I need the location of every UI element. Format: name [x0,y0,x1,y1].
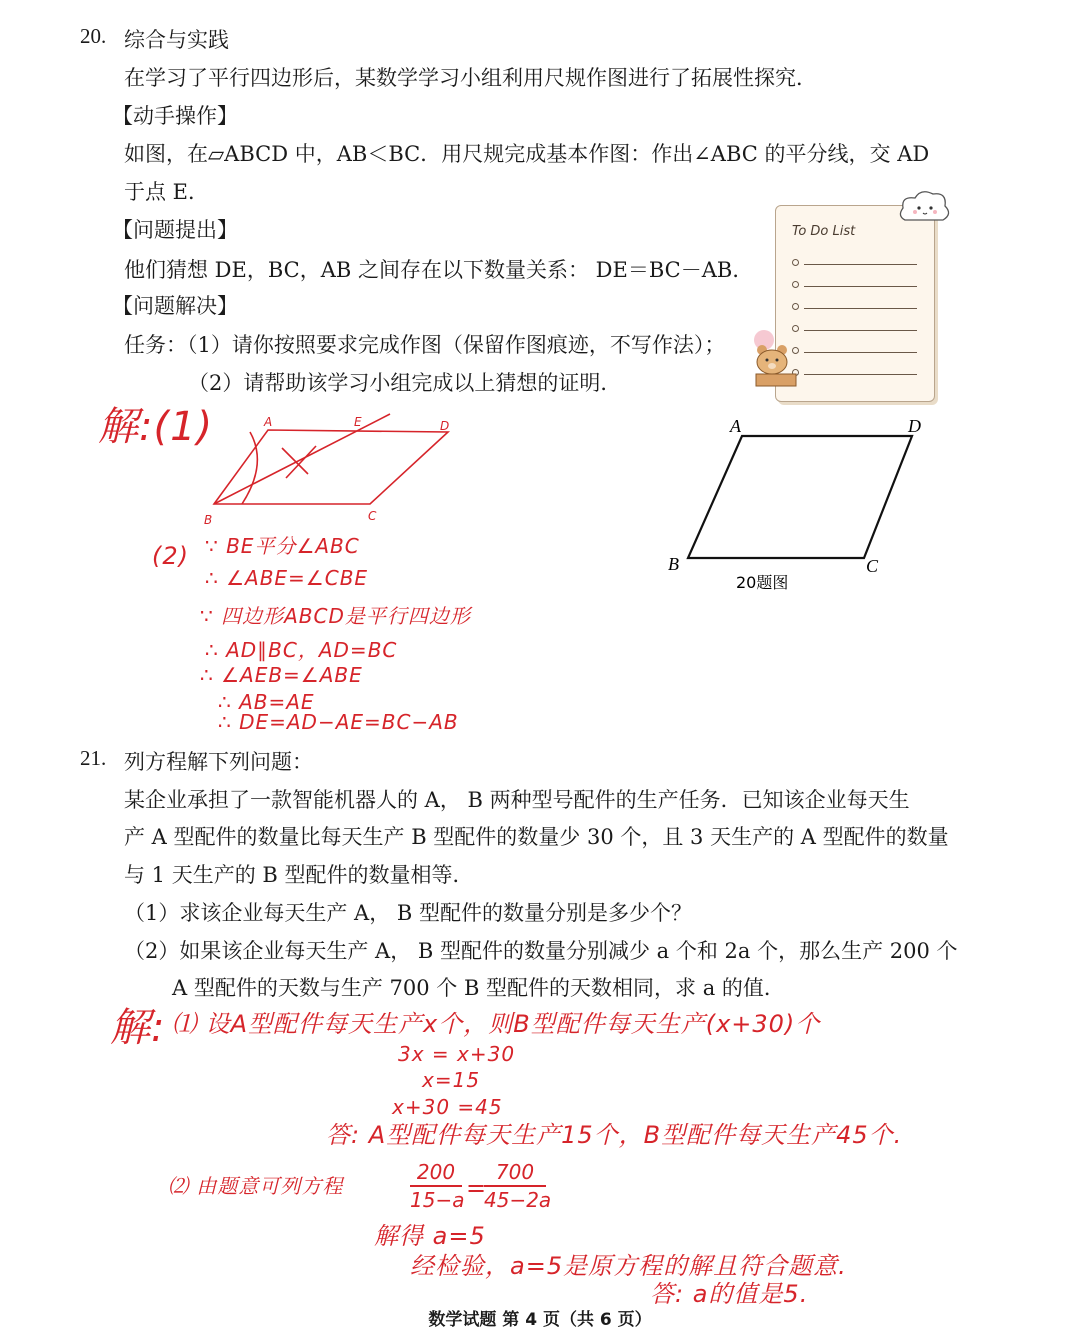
hw-q21-eq1: 3x = x+30 [398,1042,516,1066]
todo-row [792,366,917,378]
q21-question2-line2: A 型配件的天数与生产 700 个 B 型配件的天数相同，求 a 的值． [172,976,785,1000]
hw-fraction-right [484,1160,552,1212]
q21-question2-line1: （2）如果该企业每天生产 A， B 型配件的数量分别减少 a 个和 2a 个，那么生产 200 个 [124,939,958,963]
hw-sketch-mark [286,446,316,478]
hw-proof-step: ∵ BE平分∠ABC [205,534,360,558]
hw-q21-part2-label: ⑵ 由题意可列方程 [168,1174,344,1198]
figure-label-c: C [866,556,879,576]
hw-construction-sketch [190,412,470,537]
hw-fraction-left-num: 200 [416,1160,456,1184]
q21-paragraph-line3: 与 1 天生产的 B 型配件的数量相等． [124,863,474,887]
todo-row [792,256,917,268]
hw-q21-answer2: 答: a的值是5. [650,1280,809,1308]
todo-row [792,278,917,290]
todo-row [792,322,917,334]
parallelogram-abcd [688,436,912,558]
q20-section-solve: 【问题解决】 [112,294,238,318]
hw-proof-step: ∴ ∠ABE=∠CBE [205,566,369,590]
q21-paragraph-line2: 产 A 型配件的数量比每天生产 B 型配件的数量少 30 个，且 3 天生产的 A 型配件的数量 [124,825,949,849]
hw-equals-sign: = [466,1174,488,1202]
cloud-mascot-icon [895,186,955,230]
hw-proof-step: ∴ DE=AD−AE=BC−AB [218,710,459,734]
hw-fraction-left-den: 15−a [410,1188,465,1212]
hw-fraction-right-num: 700 [495,1160,535,1184]
q21-title: 列方程解下列问题： [124,750,313,774]
hw-proof-step: ∴ AD∥BC，AD=BC [205,638,398,662]
hw-sketch-label-d: D [440,419,450,433]
q20-operation-line1: 如图，在▱ABCD 中，AB＜BC．用尺规完成基本作图：作出∠ABC 的平分线，交 AD [124,142,930,166]
hw-q21-line1: ⑴ 设A型配件每天生产x个，则B型配件每天生产(x+30)个 [172,1010,821,1038]
figure-label-b: B [668,554,679,574]
q20-number: 20. [80,24,107,48]
todo-row [792,300,917,312]
hw-proof-step: ∵ 四边形ABCD是平行四边形 [200,604,471,628]
q20-task1: 任务：（1）请你按照要求完成作图（保留作图痕迹，不写作法）； [124,333,726,357]
figure-label-a: A [730,416,741,436]
hw-sketch-label-c: C [368,509,377,523]
todo-note-title: To Do List [792,224,856,239]
q20-intro: 在学习了平行四边形后，某数学学习小组利用尺规作图进行了拓展性探究． [124,66,817,90]
figure-20-parallelogram [660,410,940,610]
hw-q20-part2-label: (2) [152,542,189,570]
figure-label-d: D [908,416,921,436]
hw-q21-answer1: 答: A型配件每天生产15个，B型配件每天生产45个. [326,1121,903,1149]
hw-fraction-right-den: 45−2a [484,1188,552,1212]
q20-operation-line2: 于点 E． [124,180,210,204]
q21-number: 21. [80,746,107,770]
hw-q21-eq2: x=15 [422,1068,481,1092]
figure-caption: 20题图 [736,573,789,592]
hw-sketch-mark [282,448,308,474]
hw-sketch-label-b: B [204,513,213,527]
q20-conjecture: 他们猜想 DE，BC，AB 之间存在以下数量关系： DE＝BC－AB． [124,258,754,282]
todo-row [792,344,917,356]
q21-question1: （1）求该企业每天生产 A， B 型配件的数量分别是多少个？ [124,901,692,925]
q20-section-question: 【问题提出】 [112,218,238,242]
hw-sketch-label-e: E [354,415,362,429]
hw-proof-step: ∴ AB=AE [218,690,315,714]
hw-sketch-label-a: A [264,415,273,429]
q20-task2: （2）请帮助该学习小组完成以上猜想的证明． [188,371,622,395]
hw-proof-step: ∴ ∠AEB=∠ABE [200,663,363,687]
hw-sketch-arc [242,432,257,504]
q21-paragraph-line1: 某企业承担了一款智能机器人的 A， B 两种型号配件的生产任务．已知该企业每天生 [124,788,910,812]
hw-q21-solution-label: 解: [110,1005,166,1051]
hw-fraction-left [410,1160,465,1212]
hw-q20-solution-1-label: 解:(1) [98,404,214,450]
q20-title: 综合与实践 [124,28,229,52]
bear-sticker-icon [748,328,804,390]
hw-q21-eq3: x+30 =45 [392,1095,503,1119]
hw-q21-check: 经检验，a=5是原方程的解且符合题意. [410,1252,847,1280]
hw-sketch-bisector [214,414,390,504]
hw-q21-solution: 解得 a=5 [374,1222,486,1250]
q20-section-operation: 【动手操作】 [112,104,238,128]
page-footer: 数学试题 第 4 页（共 6 页） [428,1310,652,1330]
